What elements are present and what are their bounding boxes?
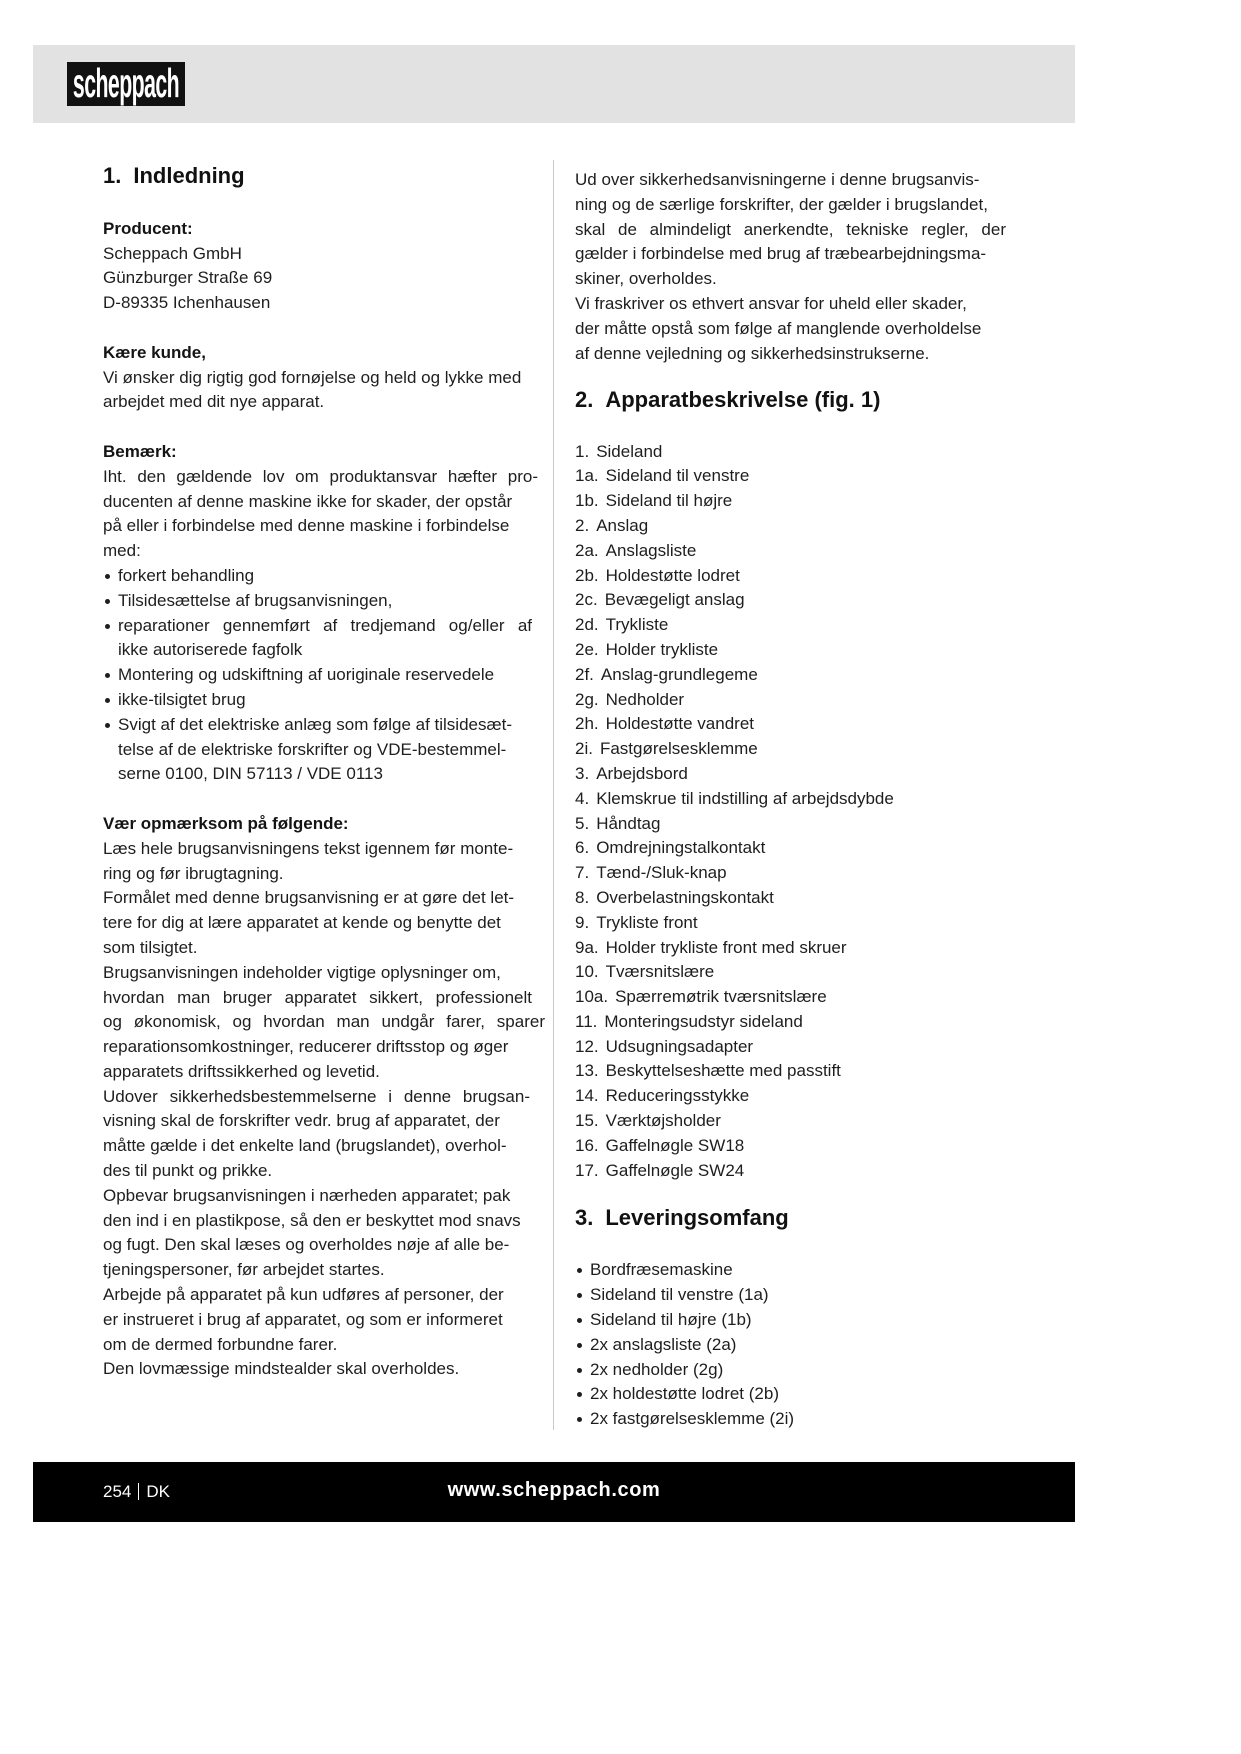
right-column (575, 168, 1007, 1432)
part-label: Trykliste front (596, 912, 698, 932)
greeting-line: arbejdet med dit nye apparat. (103, 392, 325, 412)
part-list-item (575, 886, 1007, 911)
bullet-icon (105, 698, 110, 703)
bullet-line: Tilsidesættelse af brugsanvisningen, (118, 590, 393, 610)
bullet-icon (105, 624, 110, 629)
part-list-item (575, 564, 1007, 589)
part-label: Gaffelnøgle SW18 (605, 1135, 745, 1155)
note-line: på eller i forbindelse med denne maskine i forbindelse (103, 516, 510, 536)
bullet-line: telse af de elektriske forskrifter og VDE-bestemmel- (118, 739, 507, 759)
part-number: 1. (575, 441, 590, 461)
note-bullet-item (103, 589, 545, 614)
section-title: Indledning (133, 163, 245, 188)
attention-line: og økonomisk, og hvordan man undgår farer, sparer (103, 1012, 545, 1032)
part-number: 10. (575, 962, 599, 982)
greeting-label: Kære kunde, (103, 342, 206, 362)
attention-label: Vær opmærksom på følgende: (103, 813, 349, 833)
part-list-item (575, 514, 1007, 539)
intro-line: skiner, overholdes. (575, 269, 717, 289)
part-number: 14. (575, 1086, 599, 1106)
delivery-item-label: Sideland til venstre (1a) (590, 1285, 769, 1305)
part-number: 5. (575, 813, 590, 833)
part-number: 2i. (575, 739, 593, 759)
note-line: med: (103, 541, 141, 561)
bullet-line: Montering og udskiftning af uoriginale reservedele (118, 665, 495, 685)
part-number: 11. (575, 1011, 598, 1031)
delivery-item (575, 1308, 1007, 1333)
part-label: Reduceringsstykke (605, 1086, 750, 1106)
part-label: Overbelastningskontakt (596, 887, 774, 907)
note-block (103, 440, 545, 787)
note-label: Bemærk: (103, 441, 177, 461)
attention-line: hvordan man bruger apparatet sikkert, professionelt (103, 987, 532, 1007)
part-label: Arbejdsbord (596, 763, 688, 783)
part-number: 6. (575, 838, 590, 858)
part-list-item (575, 712, 1007, 737)
part-number: 2c. (575, 590, 598, 610)
part-label: Sideland (596, 441, 663, 461)
part-label: Udsugningsadapter (605, 1036, 754, 1056)
part-number: 2h. (575, 714, 599, 734)
part-number: 2a. (575, 540, 599, 560)
part-number: 9a. (575, 937, 599, 957)
part-label: Tværsnitslære (605, 962, 715, 982)
intro-line: Ud over sikkerhedsanvisningerne i denne brugsanvis- (575, 170, 980, 189)
intro-line: af denne vejledning og sikkerhedsinstrukserne. (575, 343, 930, 363)
part-list-item (575, 985, 1007, 1010)
bullet-line: serne 0100, DIN 57113 / VDE 0113 (118, 764, 383, 784)
part-number: 9. (575, 912, 590, 932)
producer-label: Producent: (103, 218, 193, 238)
part-number: 7. (575, 863, 590, 883)
part-list-item (575, 440, 1007, 465)
left-column (103, 160, 545, 1382)
part-number: 2. (575, 515, 590, 535)
note-line: ducenten af denne maskine ikke for skader, der opstår (103, 491, 513, 511)
bullet-line: forkert behandling (118, 565, 255, 585)
part-list-item (575, 960, 1007, 985)
attention-line: tjeningspersoner, før arbejdet startes. (103, 1260, 385, 1280)
delivery-item-label: Bordfræsemaskine (590, 1260, 733, 1280)
attention-line: om de dermed forbundne farer. (103, 1334, 338, 1354)
part-number: 4. (575, 788, 590, 808)
attention-line: Brugsanvisningen indeholder vigtige oplysninger om, (103, 962, 501, 982)
section-number: 1. (103, 163, 122, 188)
attention-line: visning skal de forskrifter vedr. brug af apparatet, der (103, 1111, 500, 1131)
part-label: Fastgørelsesklemme (599, 739, 758, 759)
language-code: DK (146, 1482, 170, 1501)
section-number: 2. (575, 387, 594, 413)
part-label: Klemskrue til indstilling af arbejdsdybde (596, 788, 894, 808)
delivery-item (575, 1407, 1007, 1432)
intro-line: ning og de særlige forskrifter, der gælder i brugslandet, (575, 194, 988, 214)
greeting-line: Vi ønsker dig rigtig god fornøjelse og held og lykke med (103, 367, 522, 387)
producer-line: Scheppach GmbH (103, 243, 242, 263)
part-list-item (575, 787, 1007, 812)
attention-line: Den lovmæssige mindstealder skal overholdes. (103, 1359, 460, 1379)
delivery-item (575, 1283, 1007, 1308)
part-number: 2e. (575, 639, 599, 659)
part-list-item (575, 812, 1007, 837)
bullet-line: Svigt af det elektriske anlæg som følge af tilsidesæt- (118, 714, 512, 734)
footer-band (33, 1462, 1075, 1522)
part-list-item (575, 1035, 1007, 1060)
bullet-icon (577, 1268, 582, 1273)
part-label: Holder trykliste front med skruer (605, 937, 847, 957)
part-label: Håndtag (596, 813, 661, 833)
part-list-item (575, 1109, 1007, 1134)
attention-line: des til punkt og prikke. (103, 1161, 273, 1181)
part-number: 2d. (575, 615, 599, 635)
intro-paragraph (575, 168, 1007, 366)
part-number: 2g. (575, 689, 599, 709)
part-label: Spærremøtrik tværsnitslære (615, 987, 827, 1007)
part-number: 1b. (575, 491, 599, 511)
part-number: 2b. (575, 565, 599, 585)
part-list-item (575, 1159, 1007, 1184)
part-label: Tænd-/Sluk-knap (596, 863, 727, 883)
attention-line: reparationsomkostninger, reducerer driftsstop og øger (103, 1037, 509, 1057)
logo-text: scheppach (72, 62, 180, 106)
page-number: 254 (103, 1482, 132, 1501)
attention-line: Opbevar brugsanvisningen i nærheden apparatet; pak (103, 1185, 511, 1205)
delivery-item-label: 2x nedholder (2g) (590, 1359, 724, 1379)
attention-line: måtte gælde i det enkelte land (brugslandet), overhol- (103, 1136, 507, 1156)
bullet-line: reparationer gennemført af tredjemand og/eller af (118, 615, 532, 635)
part-label: Holdestøtte lodret (605, 565, 740, 585)
part-list-item (575, 762, 1007, 787)
header-band (33, 45, 1075, 123)
attention-line: Læs hele brugsanvisningens tekst igennem før monte- (103, 838, 514, 858)
part-number: 2f. (575, 664, 594, 684)
part-list-item (575, 737, 1007, 762)
part-list-item (575, 911, 1007, 936)
note-bullet-item (103, 564, 545, 589)
part-list-item (575, 861, 1007, 886)
section-heading-leveringsomfang (575, 1202, 1007, 1234)
column-divider (553, 160, 554, 1430)
part-list-item (575, 613, 1007, 638)
delivery-item (575, 1333, 1007, 1358)
bullet-icon (105, 673, 110, 678)
attention-line: er instrueret i brug af apparatet, og som er informeret (103, 1309, 503, 1329)
part-list-item (575, 588, 1007, 613)
delivery-item-label: 2x fastgørelsesklemme (2i) (590, 1409, 795, 1429)
bullet-icon (105, 599, 110, 604)
part-list-item (575, 1010, 1007, 1035)
part-list-item (575, 489, 1007, 514)
part-list-item (575, 464, 1007, 489)
note-bullet-item (103, 688, 545, 713)
delivery-item-label: 2x holdestøtte lodret (2b) (590, 1384, 779, 1404)
part-number: 16. (575, 1135, 599, 1155)
part-number: 12. (575, 1036, 599, 1056)
part-number: 3. (575, 763, 590, 783)
producer-block (103, 217, 545, 316)
delivery-list (575, 1258, 1007, 1432)
attention-block (103, 812, 545, 1382)
bullet-line: ikke autoriserede fagfolk (118, 640, 303, 660)
attention-line: den ind i en plastikpose, så den er beskyttet mod snavs (103, 1210, 521, 1230)
part-label: Omdrejningstalkontakt (596, 838, 766, 858)
bullet-icon (577, 1417, 582, 1422)
bullet-icon (105, 723, 110, 728)
part-label: Anslag-grundlegeme (600, 664, 758, 684)
part-number: 10a. (575, 987, 609, 1007)
part-label: Sideland til venstre (605, 466, 750, 486)
bullet-icon (105, 574, 110, 579)
part-list-item (575, 836, 1007, 861)
delivery-item-label: Sideland til højre (1b) (590, 1310, 752, 1330)
part-number: 17. (575, 1160, 599, 1180)
part-label: Trykliste (605, 615, 669, 635)
producer-line: Günzburger Straße 69 (103, 268, 273, 288)
attention-line: Arbejde på apparatet på kun udføres af personer, der (103, 1285, 504, 1305)
bullet-icon (577, 1392, 582, 1397)
part-list-item (575, 1134, 1007, 1159)
part-list-item (575, 638, 1007, 663)
part-number: 15. (575, 1111, 599, 1131)
intro-line: skal de almindeligt anerkendte, tekniske regler, der (575, 219, 1006, 239)
bullet-icon (577, 1343, 582, 1348)
scheppach-logo (67, 62, 185, 106)
section-title: Leveringsomfang (605, 1204, 789, 1230)
part-label: Anslag (596, 515, 649, 535)
part-list-item (575, 936, 1007, 961)
part-label: Anslagsliste (605, 540, 697, 560)
part-label: Holder trykliste (605, 639, 719, 659)
intro-line: gælder i forbindelse med brug af træbearbejdningsma- (575, 244, 987, 264)
part-label: Monteringsudstyr sideland (604, 1011, 803, 1031)
part-list-item (575, 1084, 1007, 1109)
delivery-item-label: 2x anslagsliste (2a) (590, 1334, 737, 1354)
delivery-item (575, 1358, 1007, 1383)
greeting-block (103, 341, 545, 415)
delivery-item (575, 1258, 1007, 1283)
part-label: Sideland til højre (605, 491, 733, 511)
note-bullet-item (103, 713, 545, 787)
note-line: Iht. den gældende lov om produktansvar hæfter pro- (103, 466, 538, 486)
part-number: 13. (575, 1061, 599, 1081)
part-number: 8. (575, 887, 590, 907)
note-bullet-item (103, 663, 545, 688)
website-url: www.scheppach.com (447, 1479, 661, 1501)
part-label: Gaffelnøgle SW24 (605, 1160, 745, 1180)
part-label: Beskyttelseshætte med passtift (605, 1061, 841, 1081)
part-label: Holdestøtte vandret (605, 714, 754, 734)
bullet-icon (577, 1293, 582, 1298)
section-title: Apparatbeskrivelse (fig. 1) (605, 387, 881, 413)
attention-line: ring og før ibrugtagning. (103, 863, 284, 883)
attention-line: som tilsigtet. (103, 937, 198, 957)
part-list-item (575, 1059, 1007, 1084)
part-label: Nedholder (605, 689, 685, 709)
intro-line: der måtte opstå som følge af manglende overholdelse (575, 318, 982, 338)
attention-line: Udover sikkerhedsbestemmelserne i denne brugsan- (103, 1086, 530, 1106)
parts-list (575, 440, 1007, 1184)
note-bullet-item (103, 614, 545, 664)
part-list-item (575, 688, 1007, 713)
part-label: Bevægeligt anslag (604, 590, 745, 610)
attention-line: Formålet med denne brugsanvisning er at gøre det let- (103, 888, 515, 908)
bullet-line: ikke-tilsigtet brug (118, 689, 246, 709)
section-number: 3. (575, 1204, 594, 1230)
section-heading-apparatbeskrivelse (575, 384, 1007, 416)
part-number: 1a. (575, 466, 599, 486)
producer-line: D-89335 Ichenhausen (103, 293, 271, 313)
attention-line: og fugt. Den skal læses og overholdes nøje af alle be- (103, 1235, 510, 1255)
part-label: Værktøjsholder (605, 1111, 721, 1131)
part-list-item (575, 539, 1007, 564)
attention-line: apparatets driftssikkerhed og levetid. (103, 1061, 380, 1081)
bullet-icon (577, 1368, 582, 1373)
part-list-item (575, 663, 1007, 688)
intro-line: Vi fraskriver os ethvert ansvar for uheld eller skader, (575, 293, 967, 313)
attention-line: tere for dig at lære apparatet at kende og benytte det (103, 913, 501, 933)
section-heading-indledning (103, 160, 545, 192)
bullet-icon (577, 1318, 582, 1323)
delivery-item (575, 1382, 1007, 1407)
